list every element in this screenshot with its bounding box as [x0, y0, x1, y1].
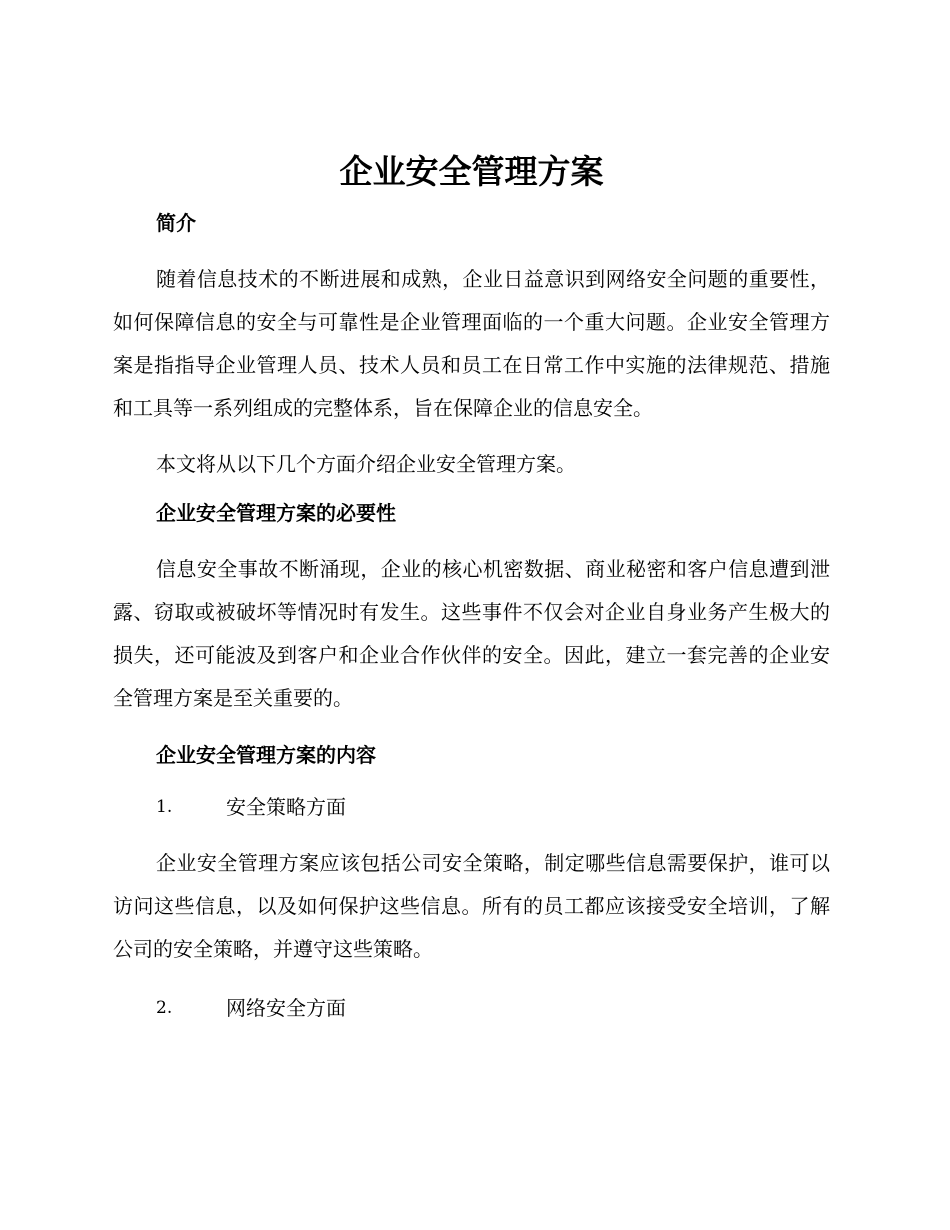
- paragraph-intro-1: 随着信息技术的不断进展和成熟，企业日益意识到网络安全问题的重要性，如何保障信息的安全与可靠性是企业管理面临的一个重大问题。企业安全管理方案是指指导企业管理人员、技术人员和员工在日常工作中实施的法律规范、措施和工具等一系列组成的完整体系，旨在保障企业的信息安全。: [113, 267, 830, 420]
- list-item-2: [113, 993, 830, 1023]
- list-number: 2.: [156, 998, 173, 1018]
- list-number: 1.: [156, 797, 173, 817]
- section-heading-intro: 简介: [156, 211, 196, 235]
- document-title: 企业安全管理方案: [339, 152, 604, 191]
- document-body: [113, 148, 830, 1023]
- section-heading-necessity: 企业安全管理方案的必要性: [156, 501, 396, 525]
- section-heading-content: 企业安全管理方案的内容: [156, 743, 376, 767]
- paragraph-security-policy: 企业安全管理方案应该包括公司安全策略，制定哪些信息需要保护，谁可以访问这些信息，以及如何保护这些信息。所有的员工都应该接受安全培训，了解公司的安全策略，并遵守这些策略。: [113, 851, 830, 961]
- paragraph-intro-2: 本文将从以下几个方面介绍企业安全管理方案。: [156, 452, 576, 476]
- list-item-1: [113, 792, 830, 822]
- list-item-label: 网络安全方面: [226, 996, 346, 1020]
- paragraph-necessity: 信息安全事故不断涌现，企业的核心机密数据、商业秘密和客户信息遭到泄露、窃取或被破坏等情况时有发生。这些事件不仅会对企业自身业务产生极大的损失，还可能波及到客户和企业合作伙伴的安全。因此，建立一套完善的企业安全管理方案是至关重要的。: [113, 557, 830, 710]
- list-item-label: 安全策略方面: [226, 795, 346, 819]
